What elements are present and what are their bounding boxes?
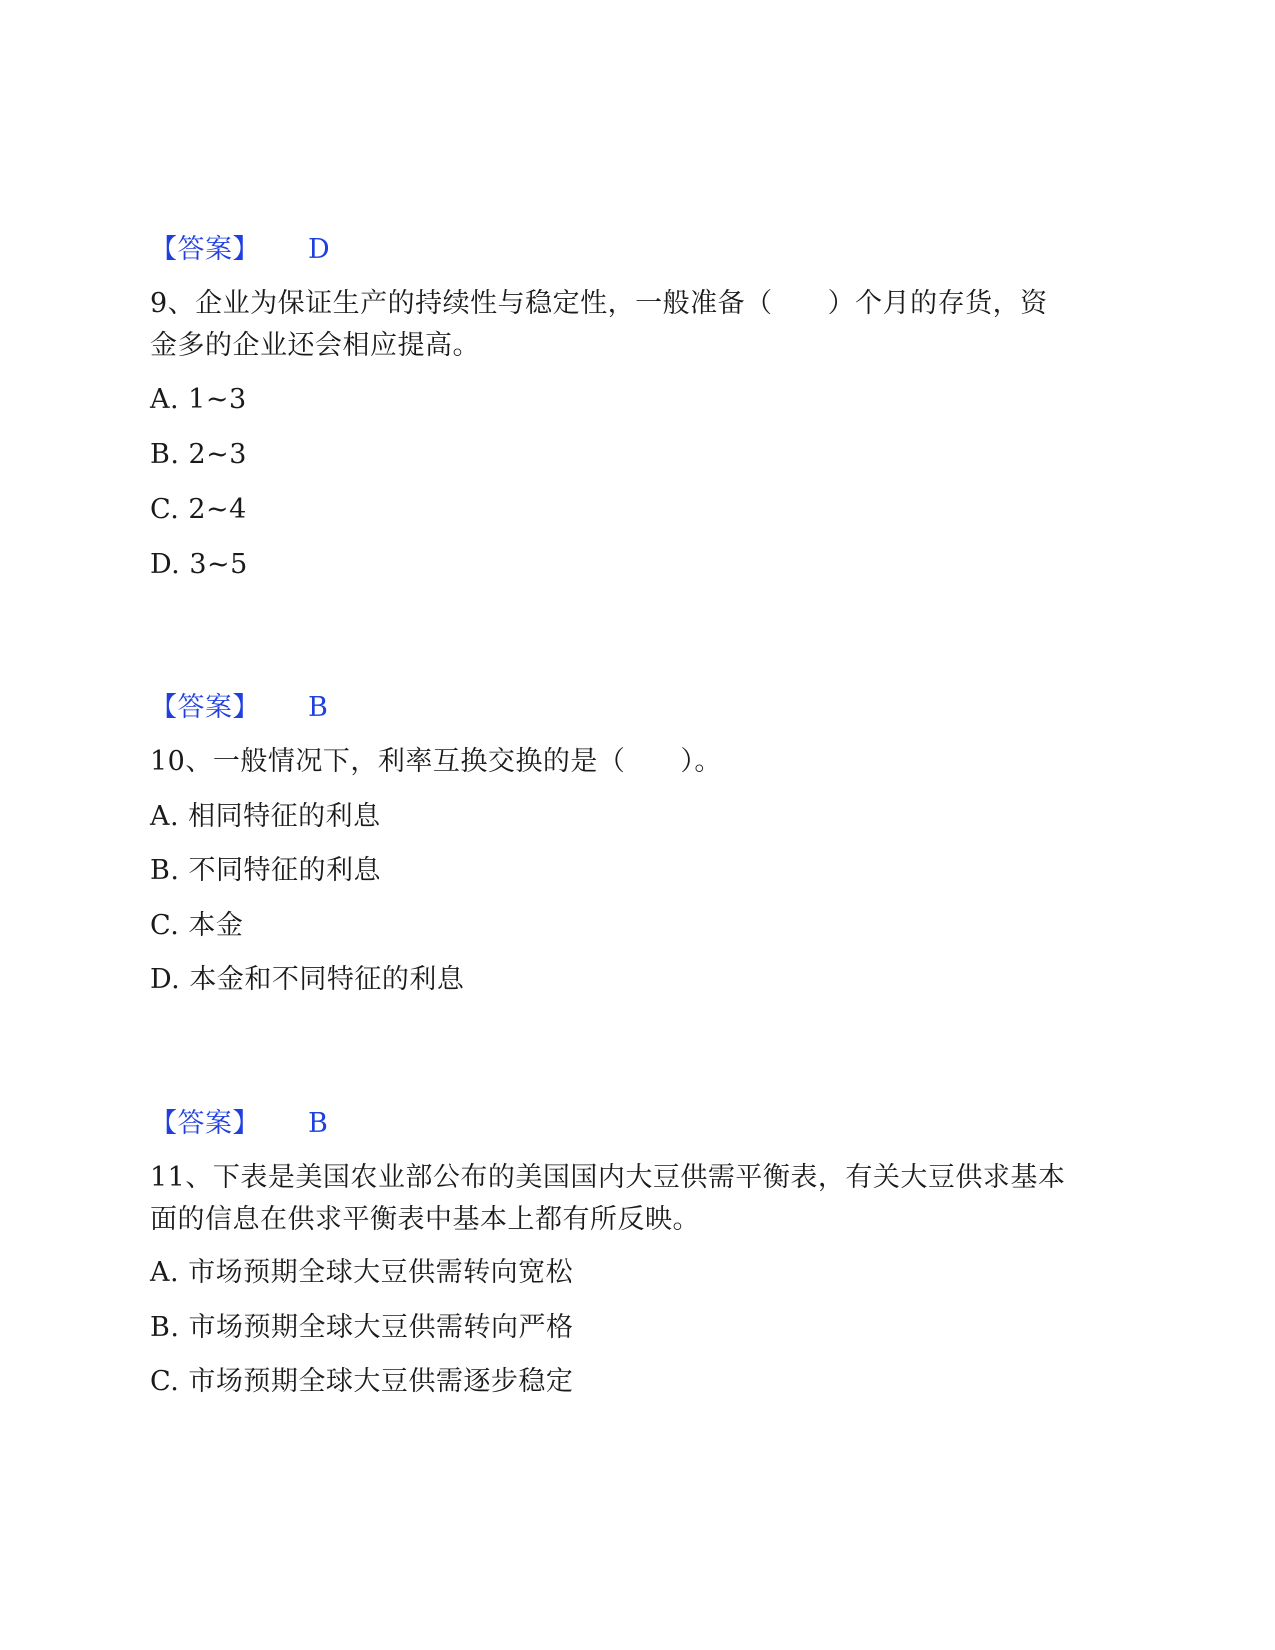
question-10-option-a: A. 相同特征的利息 bbox=[150, 801, 381, 832]
question-9-option-c: C. 2~4 bbox=[150, 494, 247, 525]
answer-value: B bbox=[308, 692, 329, 723]
question-11-text-line-2: 面的信息在供求平衡表中基本上都有所反映。 bbox=[150, 1204, 700, 1235]
question-10-option-c: C. 本金 bbox=[150, 910, 244, 941]
question-11-option-c: C. 市场预期全球大豆供需逐步稳定 bbox=[150, 1366, 574, 1397]
answer-value: B bbox=[308, 1108, 329, 1139]
answer-label: 【答案】 bbox=[150, 1108, 260, 1139]
answer-label: 【答案】 bbox=[150, 692, 260, 723]
answer-line bbox=[150, 230, 330, 270]
question-10-text-line-1: 10、一般情况下，利率互换交换的是（ ）。 bbox=[150, 746, 722, 777]
question-9-text-line-2: 金多的企业还会相应提高。 bbox=[150, 330, 480, 361]
question-9-text-line-1: 9、企业为保证生产的持续性与稳定性，一般准备（ ）个月的存货，资 bbox=[150, 288, 1048, 319]
question-10-option-d: D. 本金和不同特征的利息 bbox=[150, 964, 465, 995]
question-9-option-d: D. 3~5 bbox=[150, 549, 248, 580]
question-9-option-a: A. 1~3 bbox=[150, 384, 247, 415]
question-11-option-a: A. 市场预期全球大豆供需转向宽松 bbox=[150, 1257, 574, 1288]
answer-label: 【答案】 bbox=[150, 234, 260, 265]
question-11-option-b: B. 市场预期全球大豆供需转向严格 bbox=[150, 1312, 574, 1343]
answer-line bbox=[150, 688, 328, 728]
question-9-option-b: B. 2~3 bbox=[150, 439, 247, 470]
answer-value: D bbox=[308, 234, 331, 265]
question-11-text-line-1: 11、下表是美国农业部公布的美国国内大豆供需平衡表，有关大豆供求基本 bbox=[150, 1162, 1066, 1193]
question-10-option-b: B. 不同特征的利息 bbox=[150, 855, 382, 886]
answer-line bbox=[150, 1104, 328, 1144]
